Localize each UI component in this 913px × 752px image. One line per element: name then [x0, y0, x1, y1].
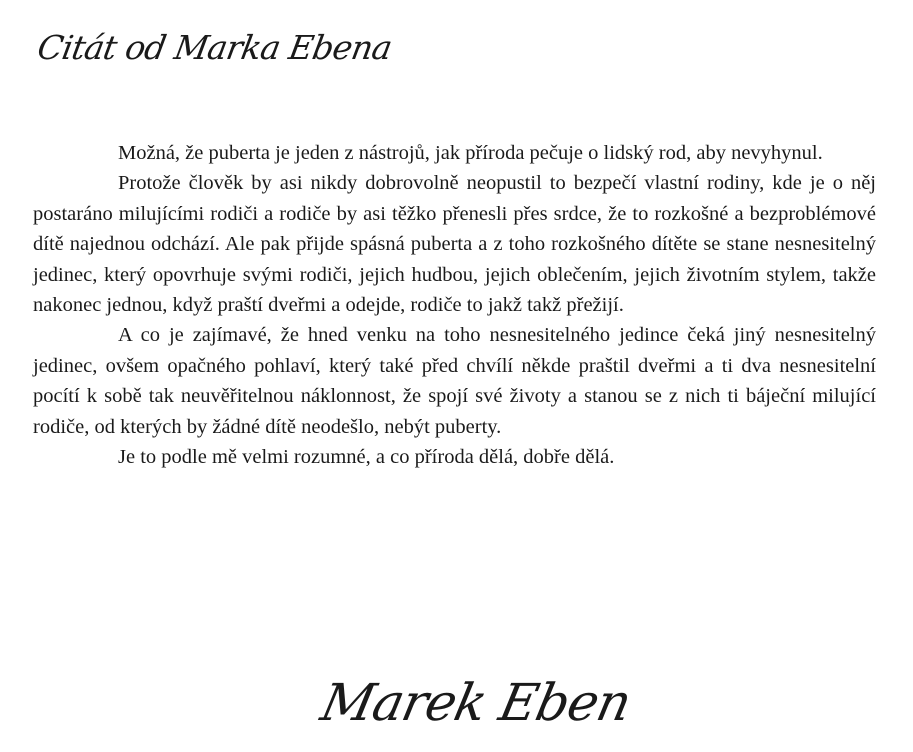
- document-title: Citát od Marka Ebena: [34, 28, 395, 67]
- quote-paragraph: Možná, že puberta je jeden z nástrojů, jak příroda pečuje o lidský rod, aby nevyhynul.: [118, 142, 823, 164]
- author-signature: Marek Eben: [315, 674, 636, 733]
- quote-paragraph: A co je zajímavé, že hned venku na toho nesnesitelného jedince čeká jiný nesnesitelný jedinec, ovšem opačného pohlaví, který také před chvílí někde praštil dveřmi a ti dva nesnesitelní pocítí k sobě tak neuvěřitelnou náklonnost, že spojí své životy a stanou se z nich ti báječní milující rodiče, od kterých by žádné dítě neodešlo, nebýt puberty.: [33, 324, 876, 438]
- quote-paragraph: Je to podle mě velmi rozumné, a co příroda dělá, dobře dělá.: [118, 446, 615, 469]
- quote-paragraph: Protože člověk by asi nikdy dobrovolně neopustil to bezpečí vlastní rodiny, kde je o něj postaráno milujícími rodiči a rodiče by asi těžko přenesli přes srdce, že to rozkošné a bezproblémové dítě najednou odchází. Ale pak přijde spásná puberta a z toho rozkošného dítěte se stane nesnesitelný jedinec, který opovrhuje svými rodiči, jejich hudbou, jejich oblečením, jejich životním stylem, takže nakonec jednou, když praští dveřmi a odejde, rodiče to jakž takž přežijí.: [33, 172, 876, 317]
- quote-body: [33, 138, 876, 472]
